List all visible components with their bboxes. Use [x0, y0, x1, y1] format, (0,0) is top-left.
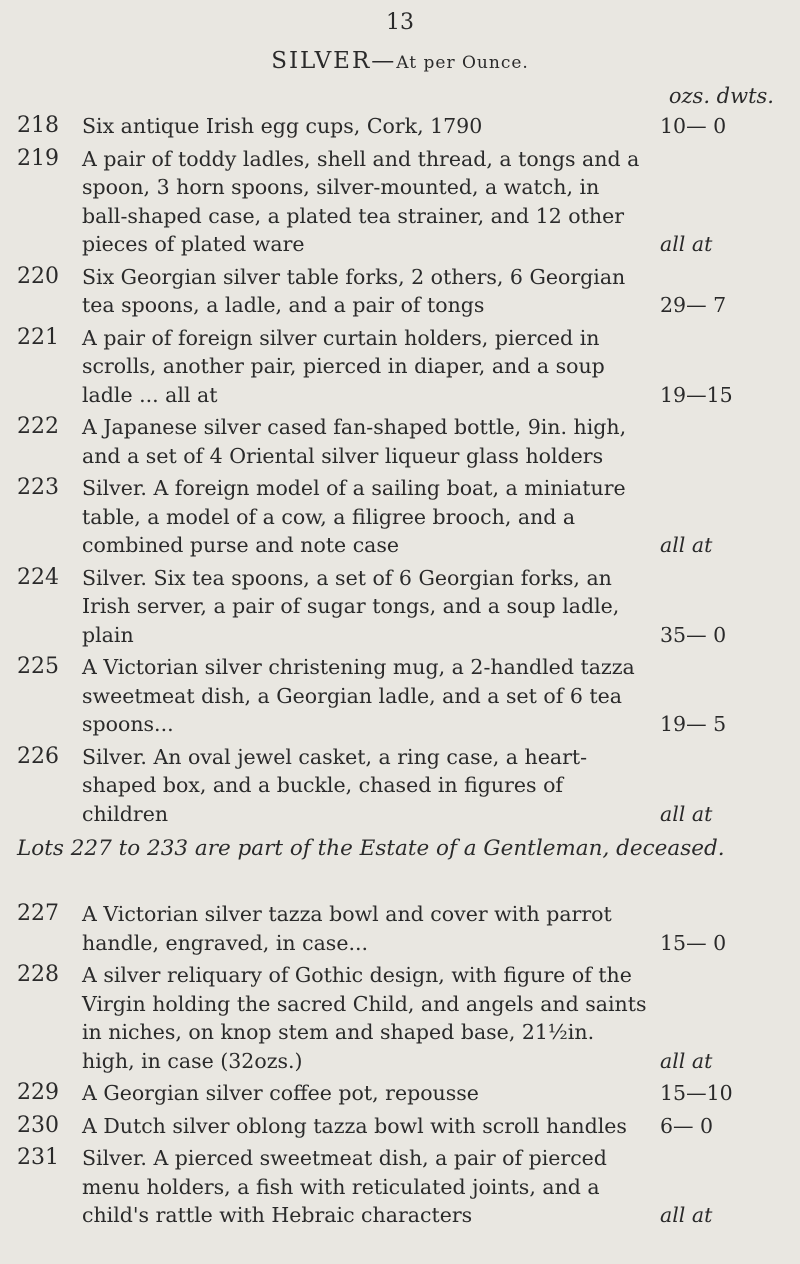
- lot-list-2: [0, 900, 800, 1234]
- lot-description: A pair of toddy ladles, shell and thread, a tongs and a spoon, 3 horn spoons, silver-mounted, a watch, in ball-shaped case, a plated tea strainer, and 12 other pieces of plated ware: [82, 146, 640, 256]
- lot-entry: [0, 900, 800, 957]
- lot-number: 228: [17, 962, 59, 987]
- lot-description: Silver. An oval jewel casket, a ring case, a heart-shaped box, and a buckle, chased in figures of children: [82, 744, 588, 826]
- lot-number: 222: [17, 414, 59, 439]
- lot-entry: [0, 145, 800, 259]
- lot-number: 229: [17, 1080, 59, 1105]
- lot-entry: [0, 474, 800, 560]
- lot-description: Silver. A pierced sweetmeat dish, a pair of pierced menu holders, a fish with reticulated joints, and a child's rattle with Hebraic characters: [82, 1146, 607, 1227]
- lot-description: Silver. Six tea spoons, a set of 6 Georgian forks, an Irish server, a pair of sugar tongs, and a soup ladle, plain: [82, 565, 620, 647]
- lot-entry: [0, 1144, 800, 1230]
- lot-entry: [0, 112, 800, 141]
- lot-number: 226: [17, 743, 59, 769]
- lot-price: 29— 7: [660, 293, 727, 317]
- lot-description: A silver reliquary of Gothic design, with figure of the Virgin holding the sacred Child, and angels and saints in niches, on knop stem and shaped base, 21½in. high, in case (32ozs.): [82, 963, 647, 1073]
- lot-entry: [0, 263, 800, 320]
- lot-number: 219: [17, 145, 59, 171]
- lot-number: 225: [17, 654, 59, 679]
- lot-number: 223: [17, 475, 59, 500]
- lot-number: 224: [17, 564, 59, 590]
- lot-price: 6— 0: [660, 1113, 714, 1138]
- lot-number: 227: [17, 901, 59, 926]
- lot-list-1: [0, 112, 800, 832]
- lot-price: 19— 5: [660, 712, 727, 736]
- lot-number: 220: [17, 263, 59, 289]
- lot-entry: [0, 961, 800, 1075]
- lot-price: all at: [660, 533, 713, 557]
- lot-description: A Victorian silver tazza bowl and cover with parrot handle, engraved, in case...: [82, 902, 612, 955]
- page-number: 13: [386, 10, 414, 35]
- lot-number: 218: [17, 113, 59, 138]
- lot-price: all at: [660, 1048, 713, 1073]
- lot-price: 10— 0: [660, 114, 727, 138]
- lot-entry: [0, 743, 800, 829]
- heading-main: SILVER—: [271, 48, 397, 74]
- lot-description: A Victorian silver christening mug, a 2-handled tazza sweetmeat dish, a Georgian ladle, and a set of 6 tea spoons...: [82, 655, 635, 736]
- lot-price: all at: [660, 1203, 713, 1227]
- lot-entry: [0, 564, 800, 650]
- lot-description: A Japanese silver cased fan-shaped bottle, 9in. high, and a set of 4 Oriental silver liqueur glass holders: [82, 415, 627, 468]
- lot-description: Silver. A foreign model of a sailing boat, a miniature table, a model of a cow, a filigree brooch, and a combined purse and note case: [82, 476, 626, 557]
- lot-description: A Dutch silver oblong tazza bowl with scroll handles: [82, 1113, 627, 1138]
- lot-price: all at: [660, 232, 713, 256]
- lot-price: 15—10: [660, 1081, 733, 1105]
- units-header: ozs. dwts.: [668, 84, 774, 108]
- lot-price: 15— 0: [660, 930, 727, 955]
- lot-entry: [0, 1112, 800, 1141]
- lot-description: Six Georgian silver table forks, 2 others, 6 Georgian tea spoons, a ladle, and a pair of tongs: [82, 264, 626, 317]
- estate-note: Lots 227 to 233 are part of the Estate of a Gentleman, deceased.: [17, 836, 725, 861]
- lot-entry: [0, 653, 800, 739]
- page-heading: [0, 48, 800, 74]
- lot-number: 230: [17, 1112, 59, 1138]
- heading-rest: At per Ounce.: [396, 53, 529, 73]
- lot-description: Six antique Irish egg cups, Cork, 1790: [82, 114, 483, 138]
- lot-entry: [0, 413, 800, 470]
- lot-price: all at: [660, 801, 713, 826]
- lot-description: A pair of foreign silver curtain holders, pierced in scrolls, another pair, pierced in diaper, and a soup ladle ... all at: [82, 325, 605, 407]
- lot-number: 221: [17, 324, 59, 350]
- lot-price: 35— 0: [660, 622, 727, 647]
- lot-description: A Georgian silver coffee pot, repousse: [82, 1081, 479, 1105]
- lot-number: 231: [17, 1145, 59, 1170]
- lot-entry: [0, 1079, 800, 1108]
- lot-entry: [0, 324, 800, 410]
- lot-price: 19—15: [660, 382, 733, 407]
